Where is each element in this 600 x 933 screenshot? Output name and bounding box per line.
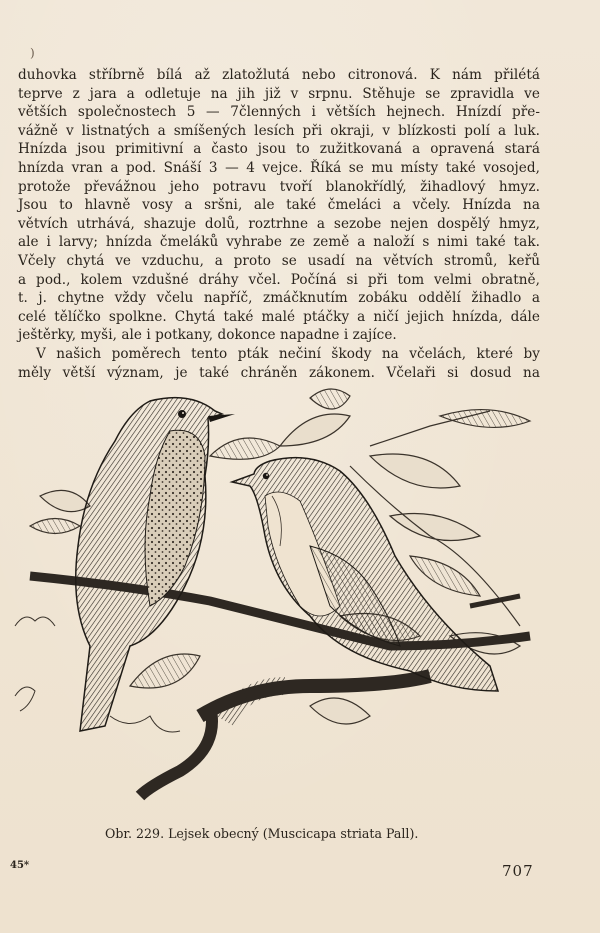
text-line: V našich poměrech tento pták nečiní škody na včelách, které by [36, 345, 540, 362]
body-text [18, 66, 540, 382]
text-line: teprve z jara a odletuje na jih již v srpnu. Stěhuje se zpravidla ve [18, 85, 540, 102]
text-line: měly větší význam, je také chráněn zákonem. Včelaři si dosud na [18, 364, 540, 381]
bird-engraving [10, 386, 540, 806]
text-line: duhovka stříbrně bílá až zlatožlutá nebo citronová. K nám přilétá [18, 67, 540, 83]
text-line: větších společnostech 5 — 7členných i větších hejnech. Hnízdí pře- [18, 104, 540, 121]
text-line: Včely chytá ve vzduchu, a proto se usadí na větvích stromů, keřů [18, 252, 540, 269]
text-line: t. j. chytne vždy včelu napříč, zmáčknutím zobáku oddělí žihadlo a [18, 290, 540, 307]
text-line: celé tělíčko spolkne. Chytá také malé ptáčky a ničí jejich hnízda, dále [18, 308, 540, 325]
page-number: 707 [502, 862, 534, 880]
text-line: ještěrky, myši, ale i potkany, dokonce napadne i zajíce. [18, 327, 397, 344]
text-line: protože převážnou jeho potravu tvoří blanokřídlý, žihadlový hmyz. [18, 178, 540, 195]
text-line: Jsou to hlavně vosy a sršni, ale také čmeláci a včely. Hnízda na [18, 197, 540, 214]
text-line: větvích utrhává, shazuje dolů, roztrhne a sezobe nejen dospělý hmyz, [18, 215, 540, 232]
stray-mark: ) [30, 46, 35, 60]
text-line: a pod., kolem vzdušné dráhy včel. Počíná si při tom velmi obratně, [18, 271, 540, 288]
text-line: Hnízda jsou primitivní a často jsou to zužitkovaná a opravená stará [18, 141, 540, 158]
text-line: ale i larvy; hnízda čmeláků vyhrabe ze země a naloží s nimi také tak. [18, 234, 540, 251]
figure-caption: Obr. 229. Lejsek obecný (Muscicapa striata Pall). [105, 826, 419, 841]
text-line: vážně v listnatých a smíšených lesích při okraji, v blízkosti polí a luk. [18, 122, 540, 139]
text-line: hnízda vran a pod. Snáší 3 — 4 vejce. Říká se mu místy také vosojed, [18, 159, 540, 176]
signature-mark: 45* [10, 860, 30, 871]
